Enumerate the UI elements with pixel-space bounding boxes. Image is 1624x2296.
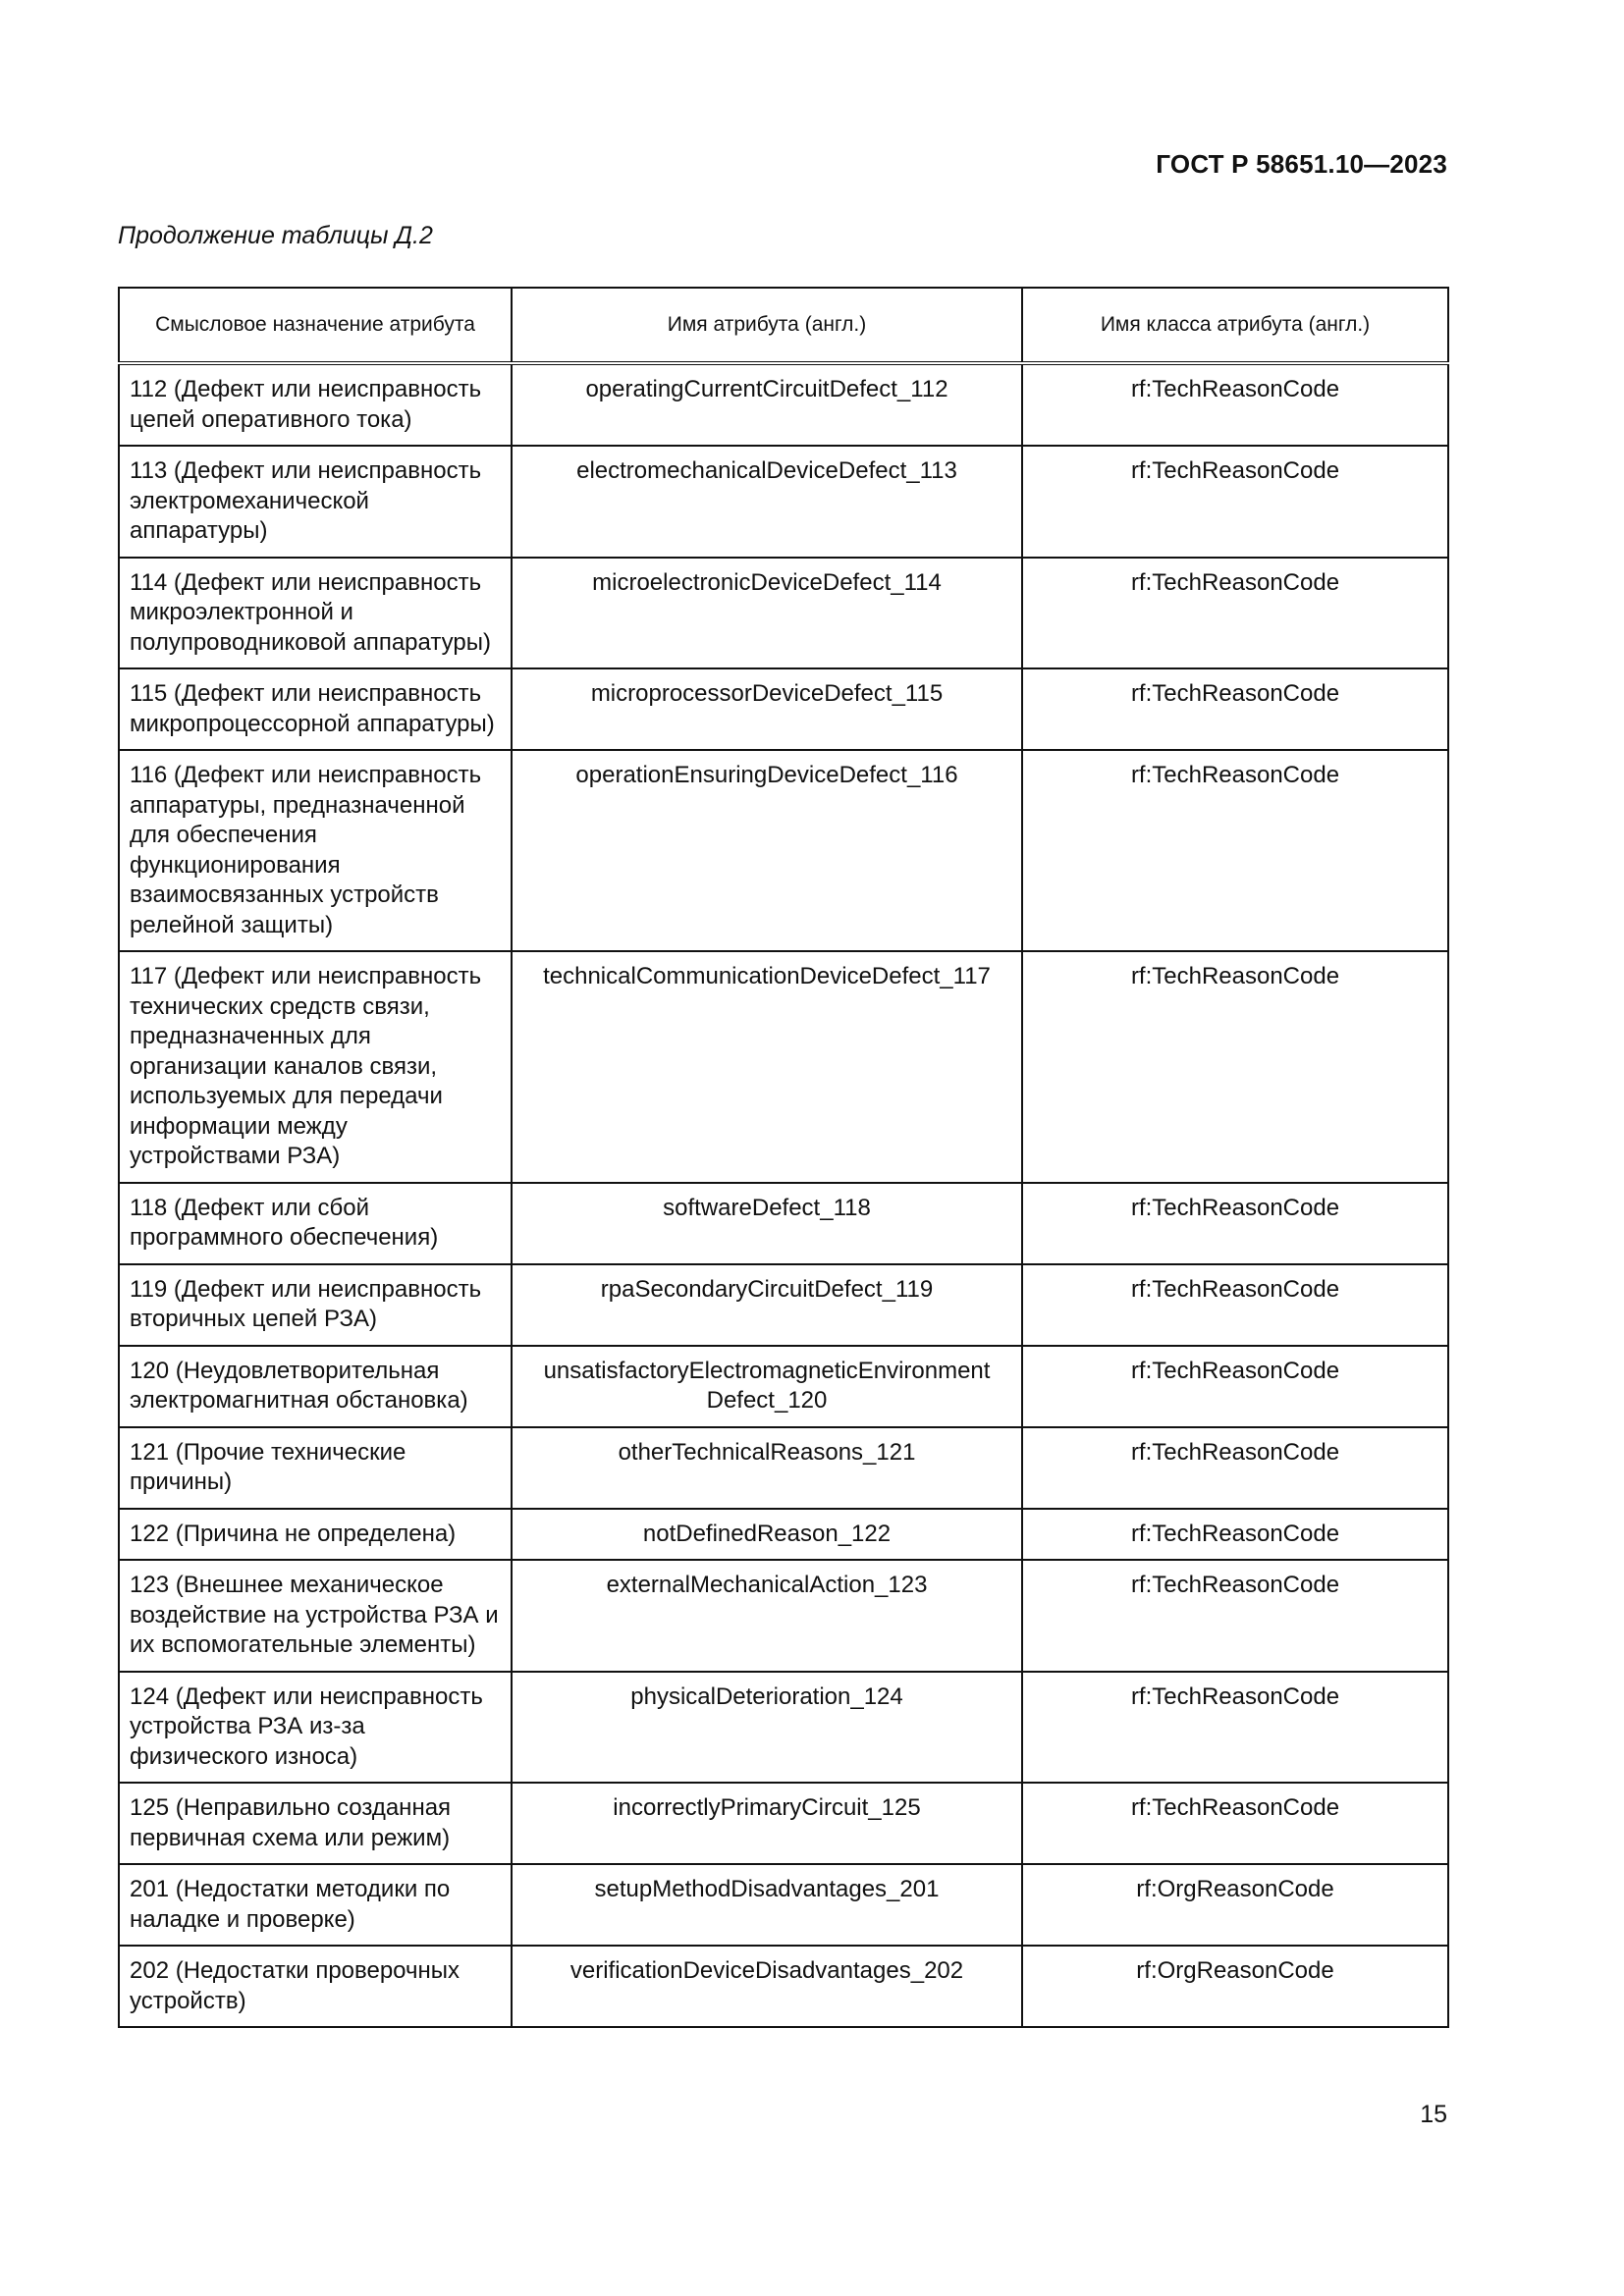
table-row bbox=[119, 750, 1448, 951]
table-row bbox=[119, 668, 1448, 750]
cell-meaning: 201 (Недостатки методики по наладке и проверке) bbox=[119, 1864, 512, 1946]
cell-attribute-name: notDefinedReason_122 bbox=[512, 1509, 1022, 1561]
cell-attribute-name: microprocessorDeviceDefect_115 bbox=[512, 668, 1022, 750]
table-row bbox=[119, 1264, 1448, 1346]
table-body bbox=[119, 363, 1448, 2027]
cell-attribute-name: incorrectlyPrimaryCircuit_125 bbox=[512, 1783, 1022, 1864]
table-row bbox=[119, 363, 1448, 446]
table-row bbox=[119, 1783, 1448, 1864]
table-row bbox=[119, 1672, 1448, 1784]
cell-meaning: 118 (Дефект или сбой программного обеспечения) bbox=[119, 1183, 512, 1264]
cell-attribute-name: operationEnsuringDeviceDefect_116 bbox=[512, 750, 1022, 951]
page-number: 15 bbox=[1420, 2101, 1447, 2128]
table-row bbox=[119, 1946, 1448, 2027]
table-row bbox=[119, 1560, 1448, 1672]
cell-attribute-name: softwareDefect_118 bbox=[512, 1183, 1022, 1264]
cell-attribute-name: rpaSecondaryCircuitDefect_119 bbox=[512, 1264, 1022, 1346]
cell-attribute-class: rf:TechReasonCode bbox=[1022, 951, 1448, 1183]
cell-attribute-class: rf:TechReasonCode bbox=[1022, 750, 1448, 951]
cell-attribute-class: rf:TechReasonCode bbox=[1022, 1427, 1448, 1509]
cell-meaning: 114 (Дефект или неисправность микроэлектронной и полупроводниковой аппаратуры) bbox=[119, 558, 512, 669]
table-row bbox=[119, 1346, 1448, 1427]
cell-attribute-class: rf:TechReasonCode bbox=[1022, 1509, 1448, 1561]
cell-attribute-class: rf:TechReasonCode bbox=[1022, 363, 1448, 446]
cell-attribute-class: rf:TechReasonCode bbox=[1022, 558, 1448, 669]
document-code: ГОСТ Р 58651.10—2023 bbox=[1156, 149, 1447, 179]
table-row bbox=[119, 446, 1448, 558]
cell-attribute-name: setupMethodDisadvantages_201 bbox=[512, 1864, 1022, 1946]
cell-attribute-class: rf:OrgReasonCode bbox=[1022, 1946, 1448, 2027]
table-row bbox=[119, 1509, 1448, 1561]
cell-meaning: 202 (Недостатки проверочных устройств) bbox=[119, 1946, 512, 2027]
cell-attribute-name: verificationDeviceDisadvantages_202 bbox=[512, 1946, 1022, 2027]
cell-meaning: 116 (Дефект или неисправность аппаратуры, предназначенной для обеспечения функционирования взаимосвязанных устройств релейной защиты) bbox=[119, 750, 512, 951]
cell-attribute-class: rf:TechReasonCode bbox=[1022, 668, 1448, 750]
cell-attribute-name: unsatisfactoryElectromagneticEnvironment Defect_120 bbox=[512, 1346, 1022, 1427]
table-row bbox=[119, 1427, 1448, 1509]
cell-attribute-class: rf:TechReasonCode bbox=[1022, 446, 1448, 558]
cell-meaning: 124 (Дефект или неисправность устройства РЗА из-за физического износа) bbox=[119, 1672, 512, 1784]
cell-meaning: 122 (Причина не определена) bbox=[119, 1509, 512, 1561]
cell-meaning: 112 (Дефект или неисправность цепей оперативного тока) bbox=[119, 363, 512, 446]
table-row bbox=[119, 1183, 1448, 1264]
cell-meaning: 117 (Дефект или неисправность технических средств связи, предназначенных для организации каналов связи, используемых для передачи информации между устройствами РЗА) bbox=[119, 951, 512, 1183]
cell-meaning: 115 (Дефект или неисправность микропроцессорной аппаратуры) bbox=[119, 668, 512, 750]
cell-meaning: 120 (Неудовлетворительная электромагнитная обстановка) bbox=[119, 1346, 512, 1427]
cell-attribute-class: rf:TechReasonCode bbox=[1022, 1783, 1448, 1864]
column-header-attribute-class: Имя класса атрибута (англ.) bbox=[1022, 288, 1448, 363]
table-row bbox=[119, 558, 1448, 669]
cell-attribute-name: otherTechnicalReasons_121 bbox=[512, 1427, 1022, 1509]
cell-attribute-class: rf:OrgReasonCode bbox=[1022, 1864, 1448, 1946]
table-header-row bbox=[119, 288, 1448, 363]
cell-meaning: 119 (Дефект или неисправность вторичных цепей РЗА) bbox=[119, 1264, 512, 1346]
cell-attribute-name: externalMechanicalAction_123 bbox=[512, 1560, 1022, 1672]
cell-attribute-class: rf:TechReasonCode bbox=[1022, 1264, 1448, 1346]
cell-attribute-class: rf:TechReasonCode bbox=[1022, 1183, 1448, 1264]
table-row bbox=[119, 1864, 1448, 1946]
table-row bbox=[119, 951, 1448, 1183]
cell-attribute-name: electromechanicalDeviceDefect_113 bbox=[512, 446, 1022, 558]
cell-meaning: 113 (Дефект или неисправность электромеханической аппаратуры) bbox=[119, 446, 512, 558]
table-caption: Продолжение таблицы Д.2 bbox=[118, 222, 433, 249]
attributes-table bbox=[118, 287, 1449, 2028]
cell-meaning: 123 (Внешнее механическое воздействие на устройства РЗА и их вспомогательные элементы) bbox=[119, 1560, 512, 1672]
cell-attribute-class: rf:TechReasonCode bbox=[1022, 1346, 1448, 1427]
cell-attribute-class: rf:TechReasonCode bbox=[1022, 1560, 1448, 1672]
cell-meaning: 125 (Неправильно созданная первичная схема или режим) bbox=[119, 1783, 512, 1864]
column-header-attribute-name: Имя атрибута (англ.) bbox=[512, 288, 1022, 363]
cell-attribute-name: operatingCurrentCircuitDefect_112 bbox=[512, 363, 1022, 446]
column-header-meaning: Смысловое назначение атрибута bbox=[119, 288, 512, 363]
cell-attribute-name: physicalDeterioration_124 bbox=[512, 1672, 1022, 1784]
cell-attribute-name: technicalCommunicationDeviceDefect_117 bbox=[512, 951, 1022, 1183]
cell-attribute-name: microelectronicDeviceDefect_114 bbox=[512, 558, 1022, 669]
cell-attribute-class: rf:TechReasonCode bbox=[1022, 1672, 1448, 1784]
cell-meaning: 121 (Прочие технические причины) bbox=[119, 1427, 512, 1509]
